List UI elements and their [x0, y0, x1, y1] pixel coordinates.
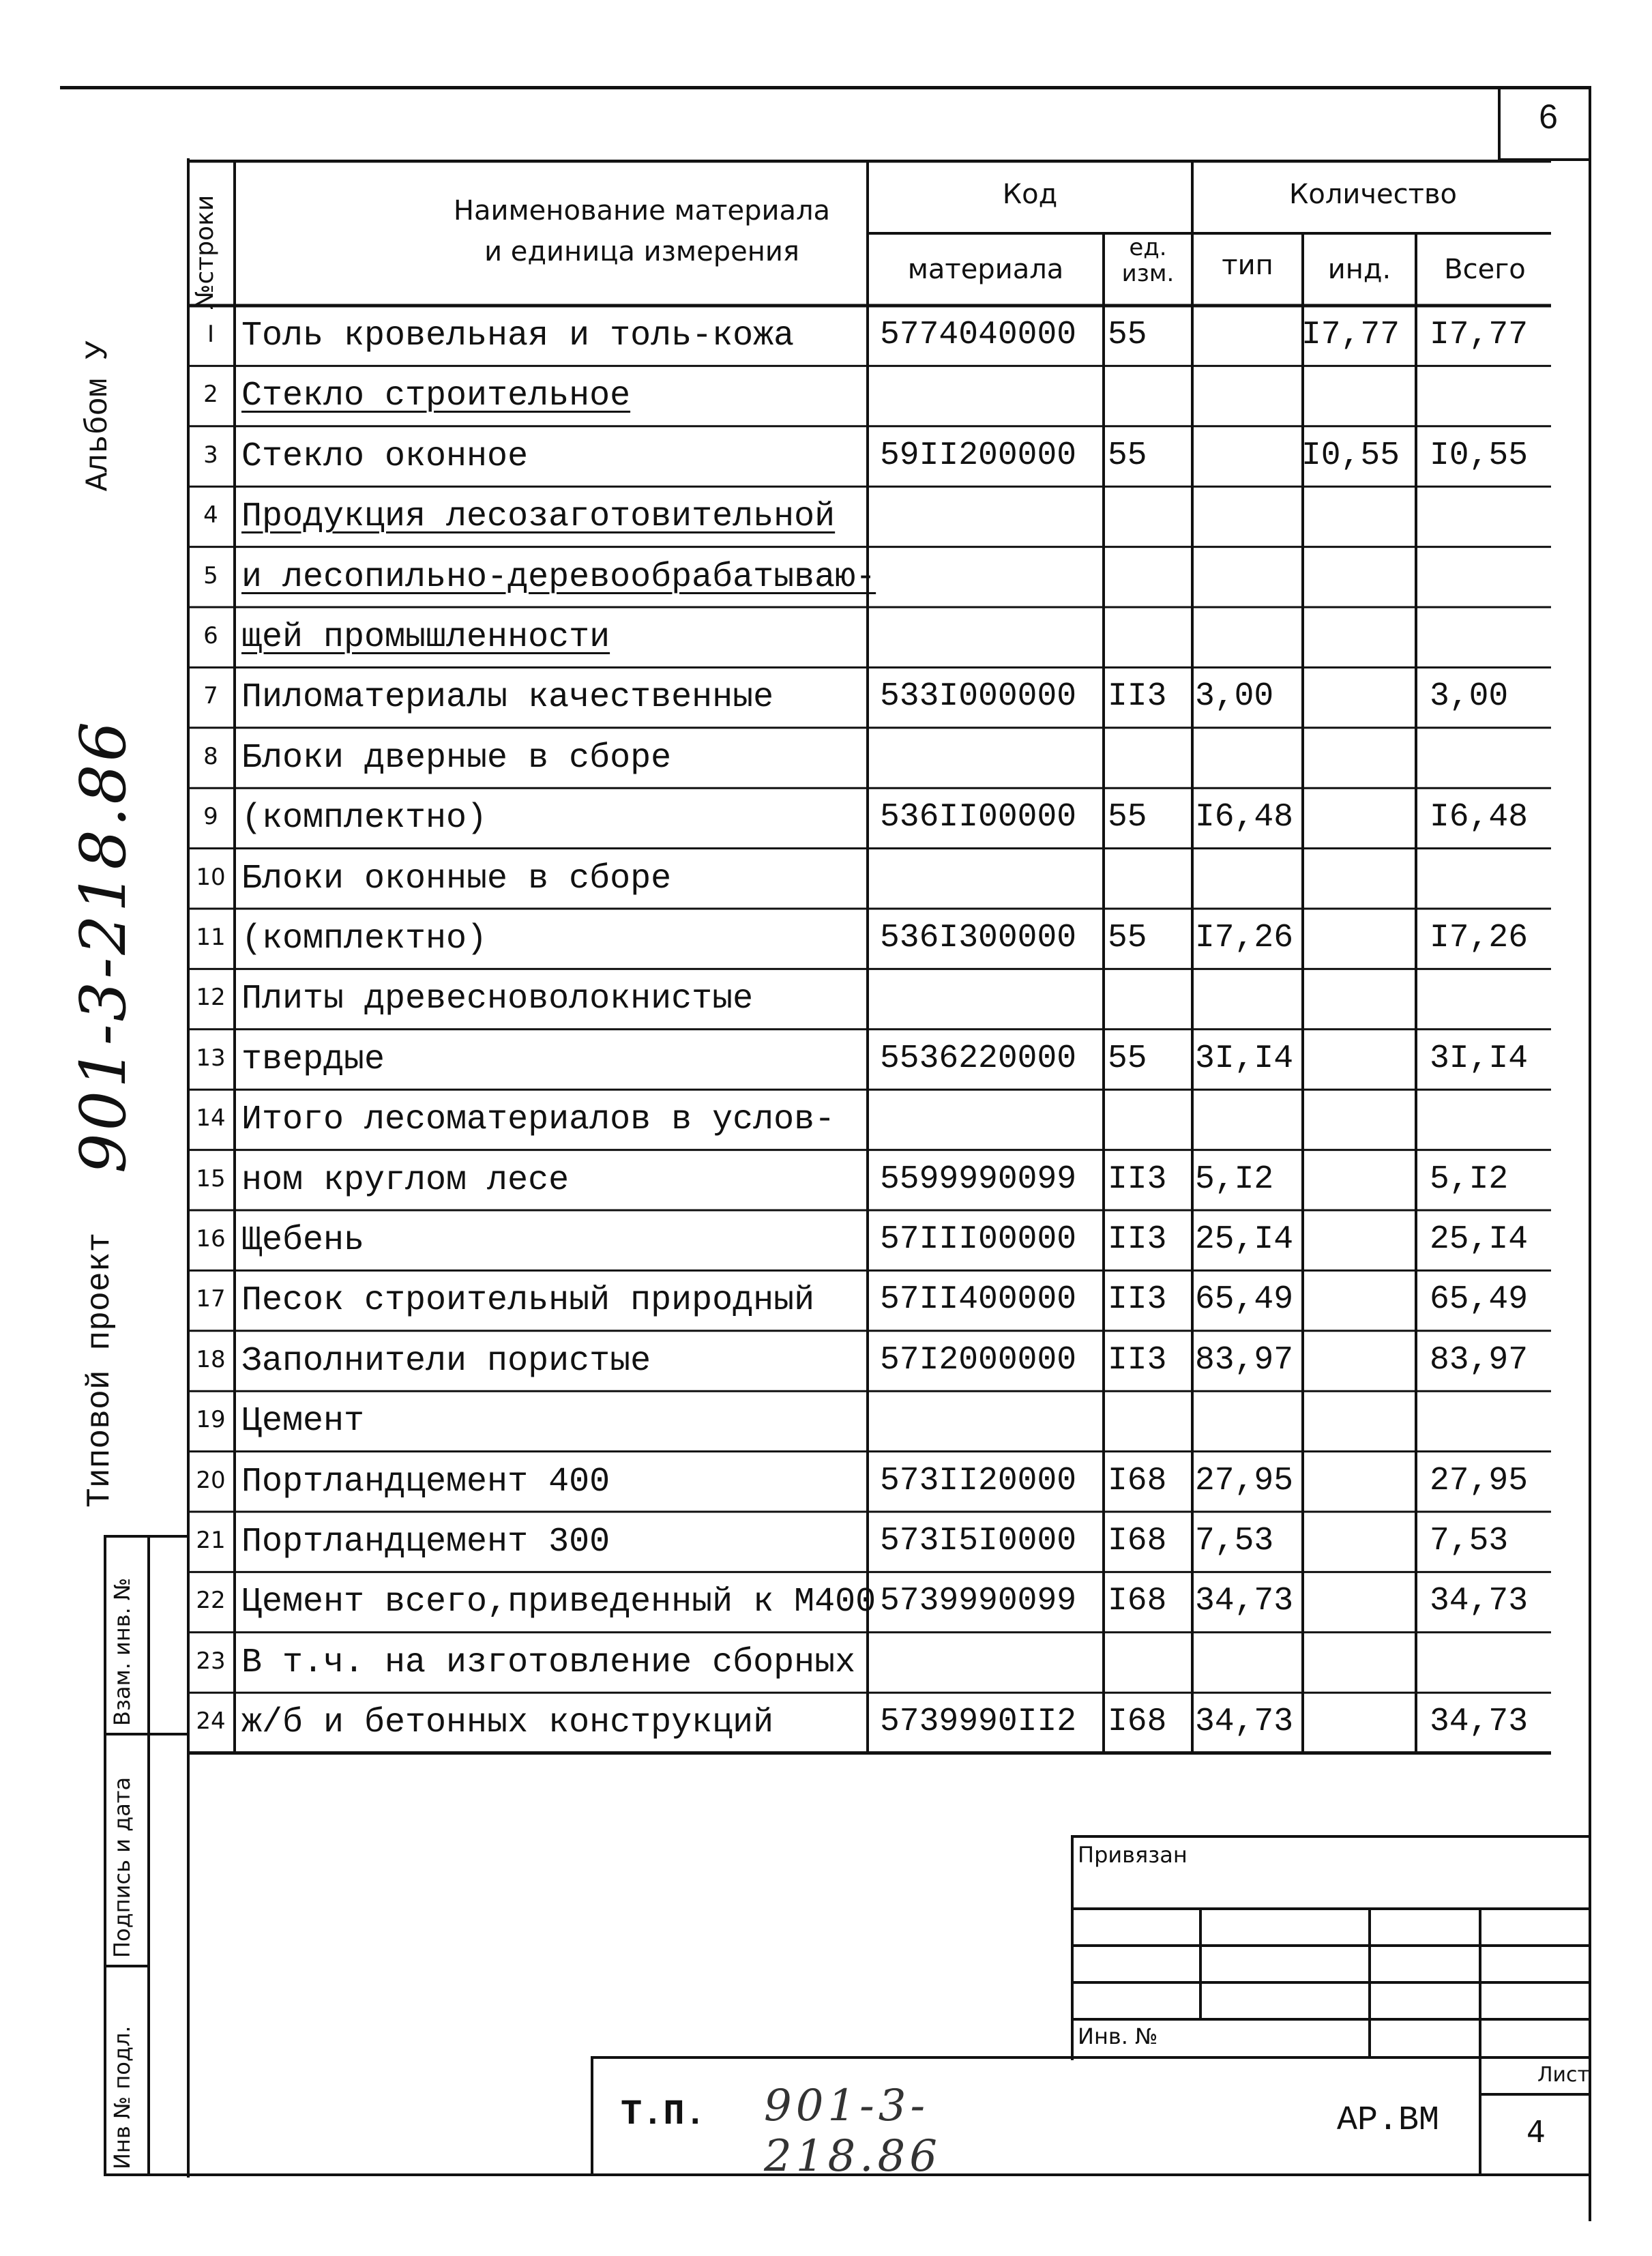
- header-qty-group: Количество: [1288, 179, 1457, 210]
- material-name: Стекло строительное: [241, 377, 631, 416]
- tb-line-4: [1071, 2018, 1591, 2021]
- row-number: 12: [196, 984, 226, 1012]
- table-row: [187, 1270, 1554, 1330]
- material-code: 5599990099: [880, 1160, 1077, 1198]
- unit-code: 55: [1108, 437, 1147, 474]
- table-row: [187, 1331, 1554, 1391]
- material-code: 573I5I0000: [880, 1523, 1077, 1559]
- qty-type: 5,I2: [1195, 1160, 1274, 1198]
- table-row: [187, 426, 1554, 486]
- tb-doc-code: АР.ВМ: [1337, 2101, 1440, 2140]
- stamp-inv-label: Инв № подл.: [109, 2025, 135, 2169]
- qty-total: 25,I4: [1430, 1221, 1529, 1258]
- material-name: Щебень: [241, 1221, 365, 1260]
- row-number: 17: [196, 1285, 226, 1313]
- page-number-box-left: [1498, 86, 1501, 161]
- table-row: [187, 366, 1554, 426]
- table-row: [187, 1210, 1554, 1270]
- qty-total: 65,49: [1430, 1281, 1529, 1319]
- table-row: [187, 1632, 1554, 1693]
- material-name: Заполнители пористые: [241, 1341, 651, 1381]
- qty-type: 27,95: [1195, 1462, 1294, 1499]
- table-row: [187, 1029, 1554, 1089]
- stamp-line-1: [104, 1733, 190, 1735]
- material-name: Пиломатериалы качественные: [241, 678, 774, 718]
- qty-total: 27,95: [1430, 1462, 1529, 1499]
- material-code: 5774040000: [880, 317, 1077, 353]
- table-row: [187, 486, 1554, 546]
- material-name: Блоки оконные в сборе: [241, 859, 672, 898]
- row-number: 6: [203, 622, 218, 649]
- table-row: [187, 1391, 1554, 1451]
- row-number: 3: [203, 441, 218, 469]
- material-code: 59II200000: [880, 437, 1077, 474]
- header-code-group: Код: [1002, 179, 1058, 210]
- material-name: Песок строительный природный: [241, 1281, 815, 1321]
- qty-total: 3I,I4: [1430, 1040, 1529, 1077]
- qty-total: 34,73: [1430, 1583, 1529, 1620]
- qty-total: 3,00: [1430, 678, 1509, 716]
- unit-code: I68: [1108, 1583, 1167, 1620]
- row-number: 22: [196, 1587, 226, 1615]
- qty-type: 3I,I4: [1195, 1040, 1294, 1077]
- unit-code: 55: [1108, 799, 1147, 836]
- tb-inv-label: Инв. №: [1078, 2023, 1158, 2049]
- stamp-outer-line: [104, 1535, 106, 2176]
- tb-col-1: [1199, 1907, 1202, 2019]
- table-row: [187, 1150, 1554, 1210]
- header-code-unit: ед. изм.: [1121, 234, 1175, 287]
- row-number: 24: [196, 1708, 226, 1735]
- unit-code: II3: [1108, 1281, 1167, 1319]
- material-code: 57III00000: [880, 1221, 1077, 1258]
- material-code: 57II400000: [880, 1281, 1077, 1319]
- stamp-left-line: [147, 1535, 150, 2176]
- table-row: [187, 1512, 1554, 1572]
- qty-type: 83,97: [1195, 1341, 1294, 1379]
- row-number: 7: [203, 682, 218, 710]
- row-number: 23: [196, 1647, 226, 1675]
- header-qty-type: тип: [1222, 250, 1273, 281]
- tb-main-line: [591, 2056, 1591, 2059]
- qty-total: I6,48: [1430, 799, 1529, 836]
- qty-ind: I0,55: [1301, 437, 1400, 474]
- table-row: [187, 1089, 1554, 1149]
- tb-privyazan: Привязан: [1078, 1842, 1188, 1868]
- material-name: Портландцемент 300: [241, 1523, 610, 1562]
- material-name: Плиты древесноволокнистые: [241, 980, 754, 1019]
- material-code: 533I000000: [880, 678, 1077, 716]
- row-number: 20: [196, 1466, 226, 1494]
- unit-code: 55: [1108, 920, 1147, 956]
- row-number: 13: [196, 1044, 226, 1072]
- table-row: [187, 306, 1554, 366]
- unit-code: I68: [1108, 1703, 1167, 1741]
- tb-sheet-label: Лист: [1537, 2063, 1589, 2087]
- qty-type: 25,I4: [1195, 1221, 1294, 1258]
- row-number: 18: [196, 1345, 226, 1373]
- stamp-line-2: [104, 1965, 149, 1967]
- header-row-no: №строки: [191, 194, 219, 310]
- row-number: 21: [196, 1527, 226, 1554]
- material-name: твердые: [241, 1040, 385, 1079]
- table-row: [187, 788, 1554, 848]
- qty-type: 34,73: [1195, 1703, 1294, 1741]
- qty-ind: I7,77: [1301, 317, 1400, 353]
- row-number: 15: [196, 1164, 226, 1192]
- material-name: Портландцемент 400: [241, 1462, 610, 1501]
- unit-code: I68: [1108, 1523, 1167, 1559]
- qty-total: I7,77: [1430, 317, 1529, 353]
- qty-type: 7,53: [1195, 1523, 1274, 1559]
- side-album-label: Альбом У: [80, 340, 116, 491]
- side-project-number: 901-3-218.86: [67, 718, 140, 1173]
- material-name: (комплектно): [241, 920, 488, 958]
- table-row: [187, 1452, 1554, 1512]
- tb-tp-number: 901-3-218.86: [764, 2081, 941, 2182]
- material-name: Цемент: [241, 1402, 365, 1441]
- stamp-vzam-label: Взам. инв. №: [109, 1577, 135, 1726]
- material-name: Итого лесоматериалов в услов-: [241, 1100, 836, 1140]
- material-name: (комплектно): [241, 799, 488, 838]
- stamp-line-top: [104, 1535, 190, 1538]
- qty-type: 3,00: [1195, 678, 1274, 716]
- stamp-sign-label: Подпись и дата: [109, 1776, 135, 1958]
- page-number: 6: [1539, 98, 1558, 136]
- header-name-line1: Наименование материала: [453, 195, 831, 226]
- header-code-material: материала: [907, 254, 1064, 285]
- header-qty-ind: инд.: [1327, 254, 1391, 285]
- tb-sheet-line: [1479, 2093, 1591, 2096]
- row-number: 14: [196, 1104, 226, 1132]
- material-code: 573II20000: [880, 1462, 1077, 1499]
- table-row: [187, 909, 1554, 969]
- qty-total: 34,73: [1430, 1703, 1529, 1741]
- row-number: 9: [203, 803, 218, 831]
- row-number: 11: [196, 924, 226, 951]
- table-row: [187, 1572, 1554, 1632]
- row-number: I: [207, 321, 215, 348]
- qty-total: I0,55: [1430, 437, 1529, 474]
- material-code: 5739990II2: [880, 1703, 1077, 1741]
- material-name: Толь кровельная и толь-кожа: [241, 317, 795, 355]
- row-number: 10: [196, 863, 226, 891]
- tb-tp-label: Т.П.: [621, 2094, 706, 2135]
- row-number: 16: [196, 1225, 226, 1252]
- row-number: 5: [203, 561, 218, 589]
- row-number: 2: [203, 381, 218, 409]
- qty-total: 83,97: [1430, 1341, 1529, 1379]
- tb-col-3: [1479, 1907, 1481, 2057]
- tb-line-3: [1071, 1981, 1591, 1984]
- material-name: Продукция лесозаготовительной: [241, 497, 836, 537]
- material-name: Блоки дверные в сборе: [241, 738, 672, 778]
- unit-code: I68: [1108, 1462, 1167, 1499]
- table-row: [187, 728, 1554, 788]
- unit-code: II3: [1108, 1160, 1167, 1198]
- qty-type: 65,49: [1195, 1281, 1294, 1319]
- material-name: ж/б и бетонных конструкций: [241, 1703, 774, 1743]
- row-number: 4: [203, 501, 218, 529]
- top-border-line: [60, 86, 1591, 89]
- right-frame-line: [1589, 86, 1591, 2221]
- table-row: [187, 969, 1554, 1029]
- tb-left-line: [1071, 1835, 1074, 2060]
- table-row: [187, 547, 1554, 607]
- material-name: ном круглом лесе: [241, 1160, 570, 1200]
- table-row: [187, 1693, 1554, 1753]
- tb-line-1: [1071, 1907, 1591, 1910]
- material-code: 57I2000000: [880, 1341, 1077, 1379]
- material-name: В т.ч. на изготовление сборных: [241, 1643, 856, 1682]
- material-code: 536I300000: [880, 920, 1077, 956]
- tb-line-top: [1071, 1835, 1591, 1838]
- material-name: Цемент всего,приведенный к М400: [241, 1583, 876, 1622]
- material-code: 5536220000: [880, 1040, 1077, 1077]
- tb-main-left: [591, 2056, 593, 2176]
- header-qty-total: Всего: [1444, 254, 1526, 285]
- material-name: щей промышленности: [241, 618, 610, 657]
- qty-total: I7,26: [1430, 920, 1529, 956]
- qty-total: 7,53: [1430, 1523, 1509, 1559]
- tb-sheet-number: 4: [1526, 2115, 1546, 2150]
- unit-code: 55: [1108, 317, 1147, 353]
- material-name: Стекло оконное: [241, 437, 529, 476]
- unit-code: II3: [1108, 1341, 1167, 1379]
- material-code: 5739990099: [880, 1583, 1077, 1620]
- qty-type: 34,73: [1195, 1583, 1294, 1620]
- unit-code: 55: [1108, 1040, 1147, 1077]
- table-row: [187, 849, 1554, 909]
- material-name: и лесопильно-деревообрабатываю-: [241, 557, 876, 597]
- table-row: [187, 607, 1554, 667]
- qty-type: I6,48: [1195, 799, 1294, 836]
- row-number: 8: [203, 742, 218, 770]
- row-number: 19: [196, 1406, 226, 1434]
- table-row: [187, 667, 1554, 727]
- unit-code: II3: [1108, 1221, 1167, 1258]
- qty-total: 5,I2: [1430, 1160, 1509, 1198]
- side-project-label: Типовой проект: [82, 1232, 119, 1508]
- material-code: 536II00000: [880, 799, 1077, 836]
- tb-line-2: [1071, 1944, 1591, 1947]
- qty-type: I7,26: [1195, 920, 1294, 956]
- unit-code: II3: [1108, 678, 1167, 716]
- header-name-line2: и единица измерения: [484, 236, 799, 267]
- tb-col-2: [1368, 1907, 1371, 2057]
